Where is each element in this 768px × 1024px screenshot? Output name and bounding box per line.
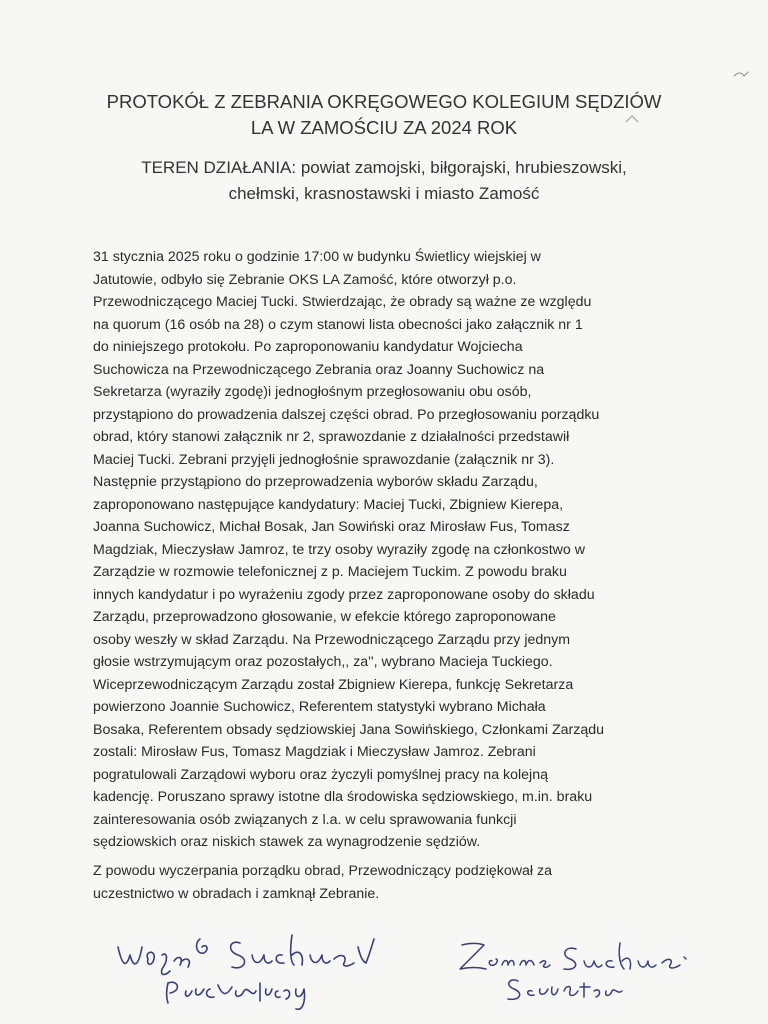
body-line: obrad, który stanowi załącznik nr 2, sprawozdanie z działalności przedstawił (93, 429, 570, 445)
body-line: innych kandydatur i po wyrażeniu zgody przez zaproponowane osoby do składu (93, 586, 595, 603)
body-line: Zarządzie w rozmowie telefonicznej z p. Maciejem Tuckim. Z powodu braku (93, 564, 567, 580)
scan-speck-mark (622, 110, 642, 131)
closing-line: Z powodu wyczerpania porządku obrad, Przewodniczący podziękował za (93, 863, 552, 879)
body-line: przystąpiono do prowadzenia dalszej części obrad. Po przegłosowaniu porządku (93, 406, 600, 423)
body-line: 31 stycznia 2025 roku o godzinie 17:00 w budynku Świetlicy wiejskiej w (93, 249, 541, 265)
body-line: Sekretarza (wyraziły zgodę)i jednogłośnym przegłosowaniu obu osób, (93, 384, 532, 400)
body-line: do niniejszego protokołu. Po zaproponowaniu kandydatur Wojciecha (93, 339, 523, 355)
body-line: Następnie przystąpiono do przeprowadzenia wyborów składu Zarządu, (93, 474, 538, 490)
body-line: Suchowicza na Przewodniczącego Zebrania oraz Joanny Suchowicz na (93, 361, 545, 378)
body-line: Przewodniczącego Maciej Tucki. Stwierdzając, że obrady są ważne ze względu (93, 294, 592, 310)
body-line: głosie wstrzymującym oraz pozostałych,, za'', wybrano Macieja Tuckiego. (93, 654, 553, 670)
body-line: Jatutowie, odbyło się Zebranie OKS LA Zamość, które otworzył p.o. (93, 271, 517, 288)
scan-speck-mark (732, 66, 752, 87)
chairman-signature (108, 925, 388, 1015)
document-subtitle-line-2: chełmski, krasnostawski i miasto Zamość (228, 184, 540, 203)
document-subtitle-line-1: TEREN DZIAŁANIA: powiat zamojski, biłgorajski, hrubieszowski, (141, 158, 627, 177)
body-line: sędziowskich oraz niskich stawek za wynagrodzenie sędziów. (93, 834, 481, 850)
body-line: zaproponowano następujące kandydatury: Maciej Tucki, Zbigniew Kierepa, (93, 496, 564, 513)
body-line: Magdziak, Mieczysław Jamroz, te trzy osoby wyraziły zgodę na członkostwo w (93, 541, 586, 558)
body-line: pogratulowali Zarządowi wyboru oraz życzyli pomyślnej pracy na kolejną (93, 766, 548, 783)
protocol-body (93, 246, 733, 854)
document-title-line-1: PROTOKÓŁ Z ZEBRANIA OKRĘGOWEGO KOLEGIUM SĘDZIÓW (106, 91, 662, 112)
body-line: powierzono Joannie Suchowicz, Referentem statystyki wybrano Michała (93, 699, 546, 715)
secretary-signature (452, 935, 692, 1005)
body-line: Bosaka, Referentem obsady sędziowskiej Jana Sowińskiego, Członkami Zarządu (93, 721, 604, 738)
body-line: Joanna Suchowicz, Michał Bosak, Jan Sowiński oraz Mirosław Fus, Tomasz (93, 519, 570, 535)
body-line: Wiceprzewodniczącym Zarządu został Zbigniew Kierepa, funkcję Sekretarza (93, 676, 574, 693)
body-line: kadencję. Poruszano sprawy istotne dla środowiska sędziowskiego, m.in. braku (93, 789, 593, 805)
closing-paragraph (93, 860, 733, 905)
body-line: na quorum (16 osób na 28) o czym stanowi lista obecności jako załącznik nr 1 (93, 316, 583, 333)
body-line: osoby weszły w skład Zarządu. Na Przewodniczącego Zarządu przy jednym (93, 631, 571, 648)
body-line: zainteresowania osób związanych z l.a. w celu sprawowania funkcji (93, 811, 517, 828)
closing-line: uczestnictwo w obradach i zamknął Zebranie. (93, 885, 380, 902)
body-line: Zarządu, przeprowadzono głosowanie, w efekcie którego zaproponowane (93, 609, 556, 625)
document-title-line-2: LA W ZAMOŚCIU ZA 2024 ROK (250, 117, 518, 138)
body-line: Maciej Tucki. Zebrani przyjęli jednogłośnie sprawozdanie (załącznik nr 3). (93, 451, 555, 468)
body-line: zostali: Mirosław Fus, Tomasz Magdziak i Mieczysław Jamroz. Zebrani (93, 744, 536, 760)
